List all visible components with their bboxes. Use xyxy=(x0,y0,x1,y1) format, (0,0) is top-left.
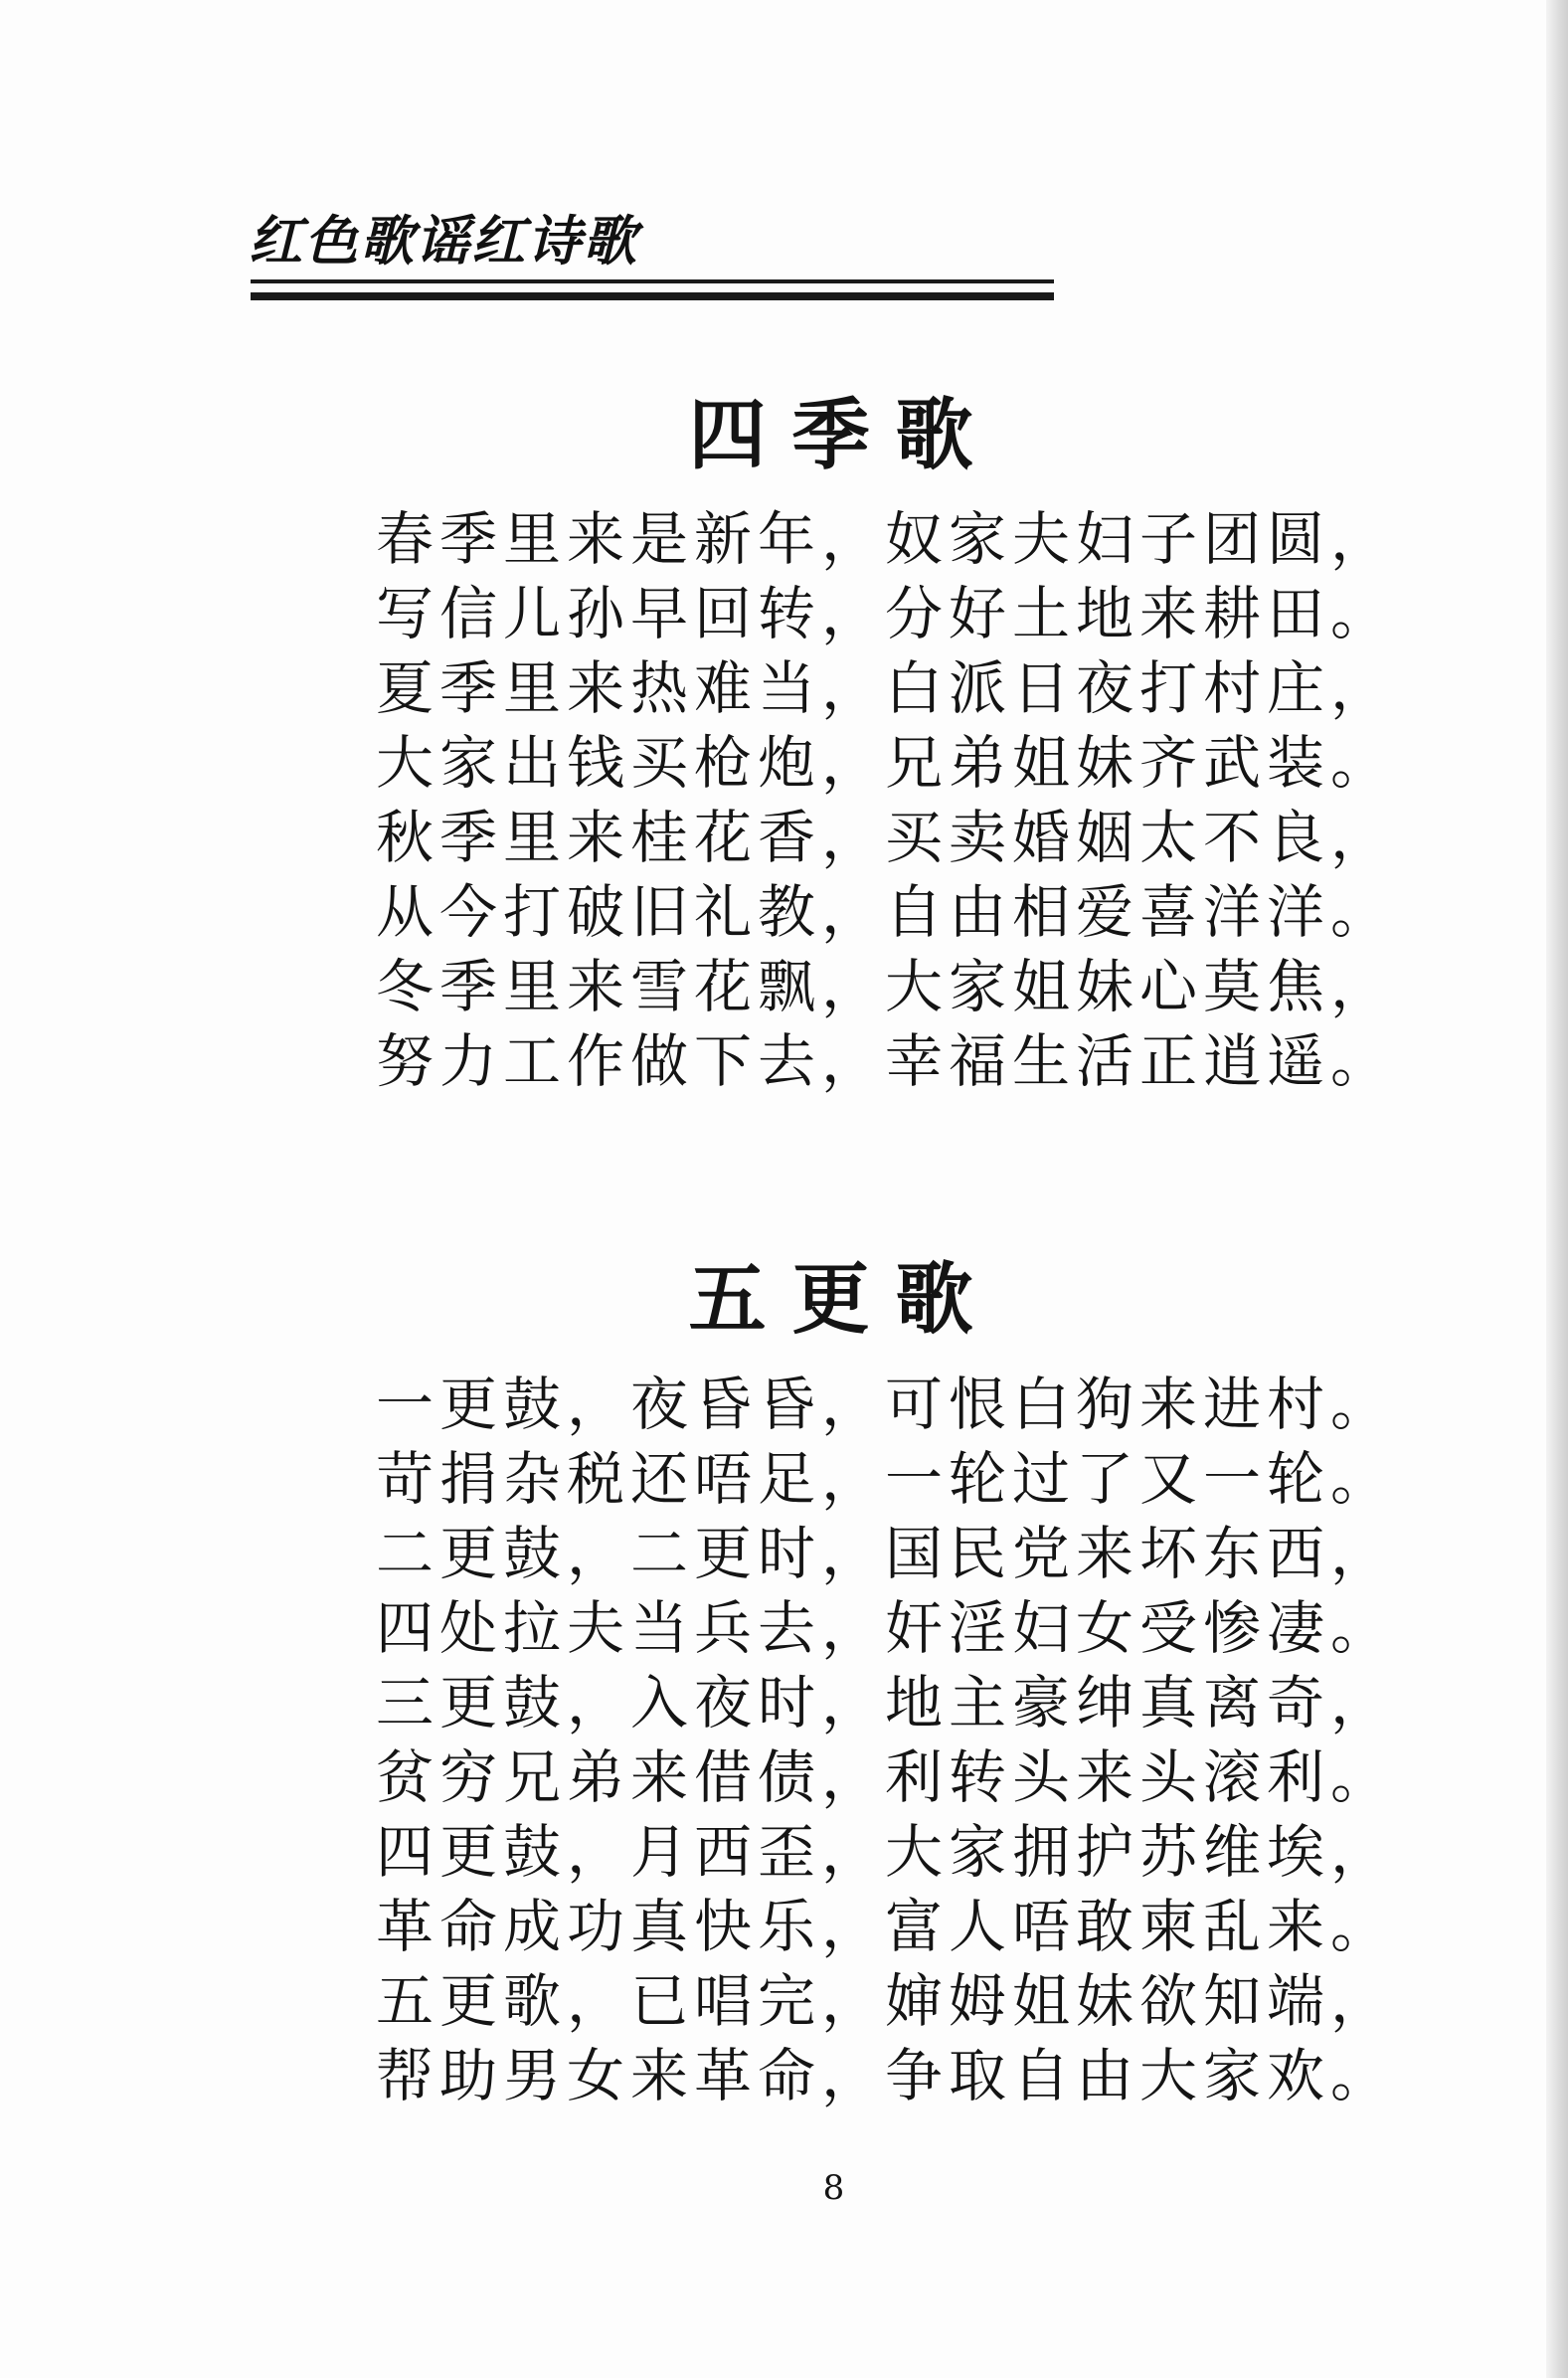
poem-line: 三更鼓，入夜时，地主豪绅真离奇， xyxy=(376,1669,1395,1737)
running-header-title: 红色歌谣红诗歌 xyxy=(249,209,638,273)
poem-line: 秋季里来桂花香，买卖婚姻太不良， xyxy=(376,804,1395,871)
header-rule-thick xyxy=(251,292,1054,300)
poem-line: 五更歌，已唱完，婶姆姐妹欲知端， xyxy=(376,1967,1395,2035)
poem-line: 二更鼓，二更时，国民党来坏东西， xyxy=(376,1520,1395,1587)
poem-line: 一更鼓，夜昏昏，可恨白狗来进村。 xyxy=(376,1371,1395,1438)
poem-line: 夏季里来热难当，白派日夜打村庄， xyxy=(376,654,1395,722)
poem-line: 大家出钱买枪炮，兄弟姐妹齐武装。 xyxy=(376,729,1395,797)
poem-line: 春季里来是新年，奴家夫妇子团圆， xyxy=(376,505,1395,573)
poem-body-siji xyxy=(376,502,1395,1099)
poem-line: 革命成功真快乐，富人唔敢柬乱来。 xyxy=(376,1893,1395,1960)
poem-title-siji: 四季歌 xyxy=(688,390,999,480)
header-rule-thin xyxy=(251,279,1054,283)
poem-line: 帮助男女来革命，争取自由大家欢。 xyxy=(376,2042,1395,2109)
poem-line: 四更鼓，月西歪，大家拥护苏维埃， xyxy=(376,1818,1395,1886)
page-edge-shadow xyxy=(1546,0,1568,2378)
poem-line: 冬季里来雪花飘，大家姐妹心莫焦， xyxy=(376,953,1395,1020)
page-number: 8 xyxy=(822,2168,845,2208)
poem-line: 写信儿孙早回转，分好土地来耕田。 xyxy=(376,580,1395,647)
poem-title-wugeng: 五更歌 xyxy=(688,1254,999,1345)
poem-body-wugeng xyxy=(376,1368,1395,2113)
poem-line: 四处拉夫当兵去，奸淫妇女受惨凄。 xyxy=(376,1594,1395,1662)
poem-line: 从今打破旧礼教，自由相爱喜洋洋。 xyxy=(376,878,1395,946)
poem-line: 苛捐杂税还唔足，一轮过了又一轮。 xyxy=(376,1445,1395,1513)
poem-line: 贫穷兄弟来借债，利转头来头滚利。 xyxy=(376,1743,1395,1811)
poem-line: 努力工作做下去，幸福生活正逍遥。 xyxy=(376,1027,1395,1095)
